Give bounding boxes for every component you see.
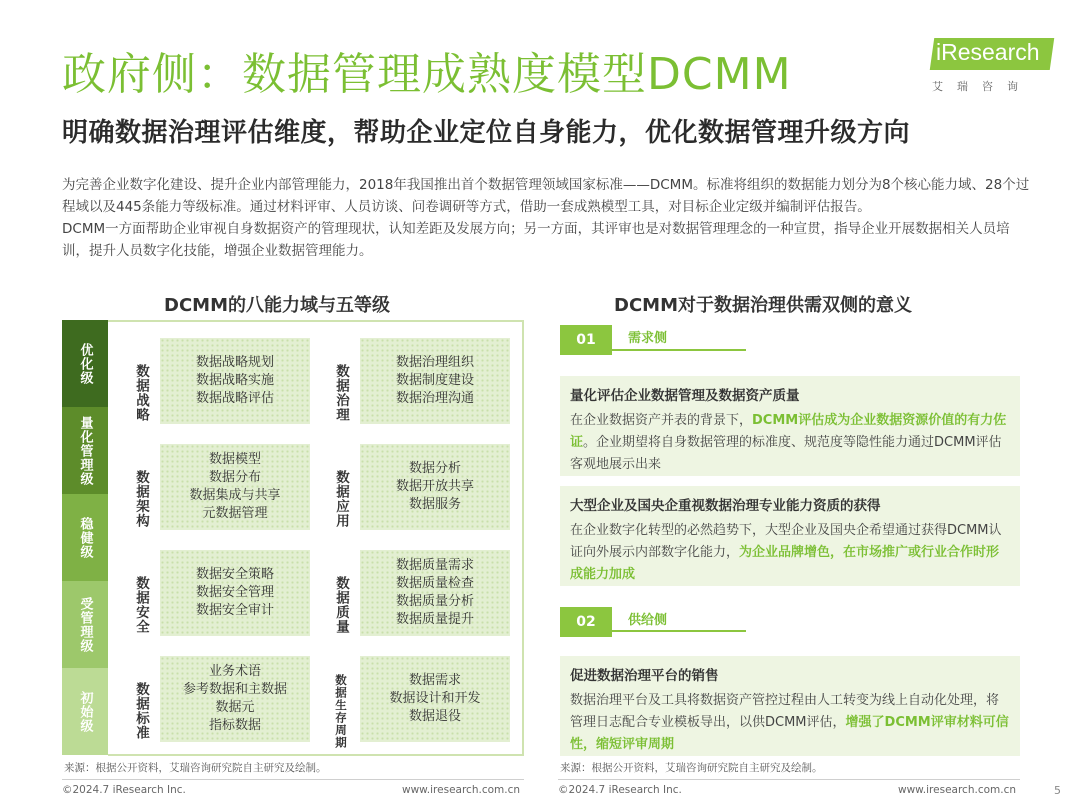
domain-label-quality: 数据质量 [333, 576, 349, 634]
left-section-title: DCMM的八能力域与五等级 [164, 295, 390, 316]
page-title: 政府侧：数据管理成熟度模型DCMM [62, 49, 792, 100]
footer-copyright-right: ©2024.7 iResearch Inc. [558, 784, 682, 796]
domain-box-architecture: 数据模型 数据分布 数据集成与共享 元数据管理 [160, 444, 310, 530]
level-managed: 受管理级 [62, 581, 108, 668]
demand-number-badge: 01 [560, 325, 612, 355]
domain-label-security: 数据安全 [133, 576, 149, 634]
demand-underline [612, 349, 746, 351]
footer-url-right[interactable]: www.iresearch.com.cn [898, 784, 1017, 796]
domain-box-strategy: 数据战略规划 数据战略实施 数据战略评估 [160, 338, 310, 424]
intro-paragraph-1: 为完善企业数字化建设、提升企业内部管理能力，2018年我国推出首个数据管理领域国家标准——DCMM。标准将组织的数据能力划分为8个核心能力域、28个过程域以及445条能力等级标准。通过材料评审、人员访谈、问卷调研等方式，借助一套成熟模型工具，对目标企业定级并编制评估报告。 [62, 177, 1030, 215]
supply-card-1 [560, 656, 1020, 756]
dcmm-model-grid [62, 320, 524, 756]
right-footer-divider [558, 779, 1020, 780]
card-title: 促进数据治理平台的销售 [570, 668, 719, 684]
left-source-note: 来源：根据公开资料，艾瑞咨询研究院自主研究及绘制。 [64, 762, 327, 774]
domain-label-architecture: 数据架构 [133, 470, 149, 528]
domain-label-strategy: 数据战略 [133, 364, 149, 422]
card-body: 在企业数字化转型的必然趋势下，大型企业及国央企希望通过获得DCMM认证向外展示内部数字化能力，为企业品牌增色，在市场推广或行业合作时形成能力加成 [570, 523, 1002, 582]
level-optimized: 优化级 [62, 320, 108, 407]
level-quantitative: 量化管理级 [62, 407, 108, 494]
domain-box-lifecycle: 数据需求 数据设计和开发 数据退役 [360, 656, 510, 742]
domain-label-application: 数据应用 [333, 470, 349, 528]
right-section-title: DCMM对于数据治理供需双侧的意义 [614, 295, 912, 316]
footer-copyright-left: ©2024.7 iResearch Inc. [62, 784, 186, 796]
demand-card-1 [560, 376, 1020, 476]
domain-label-standard: 数据标准 [133, 682, 149, 740]
page-number: 5 [1054, 784, 1061, 797]
domain-label-governance: 数据治理 [333, 364, 349, 422]
domain-box-quality: 数据质量需求 数据质量检查 数据质量分析 数据质量提升 [360, 550, 510, 636]
supply-number-badge: 02 [560, 607, 612, 637]
domain-box-application: 数据分析 数据开放共享 数据服务 [360, 444, 510, 530]
demand-card-2 [560, 486, 1020, 586]
card-body: 在企业数据资产并表的背景下，DCMM评估成为企业数据资源价值的有力佐证。企业期望将自身数据管理的标准度、规范度等隐性能力通过DCMM评估客观地展示出来 [570, 413, 1007, 472]
level-initial: 初始级 [62, 668, 108, 755]
domain-label-lifecycle: 数据生存周期 [334, 673, 348, 749]
level-robust: 稳健级 [62, 494, 108, 581]
domain-box-security: 数据安全策略 数据安全管理 数据安全审计 [160, 550, 310, 636]
card-body: 数据治理平台及工具将数据资产管控过程由人工转变为线上自动化处理，将管理日志配合专业模板导出，以供DCMM评估，增强了DCMM评审材料可信性，缩短评审周期 [570, 693, 1009, 752]
card-title: 大型企业及国央企重视数据治理专业能力资质的获得 [570, 498, 881, 514]
left-footer-divider [62, 779, 524, 780]
intro-text [62, 174, 1032, 262]
supply-underline [612, 630, 746, 632]
iresearch-logo: iResearch 艾瑞咨询 [920, 38, 1052, 96]
demand-label: 需求侧 [628, 331, 668, 346]
card-title: 量化评估企业数据管理及数据资产质量 [570, 388, 800, 404]
supply-label: 供给侧 [628, 613, 668, 628]
level-column [62, 320, 108, 756]
domain-box-governance: 数据治理组织 数据制度建设 数据治理沟通 [360, 338, 510, 424]
domain-box-standard: 业务术语 参考数据和主数据 数据元 指标数据 [160, 656, 310, 742]
page-subtitle: 明确数据治理评估维度，帮助企业定位自身能力，优化数据管理升级方向 [62, 118, 911, 148]
intro-paragraph-2: DCMM一方面帮助企业审视自身数据资产的管理现状，认知差距及发展方向；另一方面，其评审也是对数据管理理念的一种宣贯，指导企业开展数据相关人员培训，提升人员数字化技能，增强企业数据管理能力。 [62, 221, 1010, 259]
domain-grid [108, 320, 524, 756]
footer-url-left[interactable]: www.iresearch.com.cn [402, 784, 521, 796]
right-source-note: 来源：根据公开资料，艾瑞咨询研究院自主研究及绘制。 [560, 762, 823, 774]
